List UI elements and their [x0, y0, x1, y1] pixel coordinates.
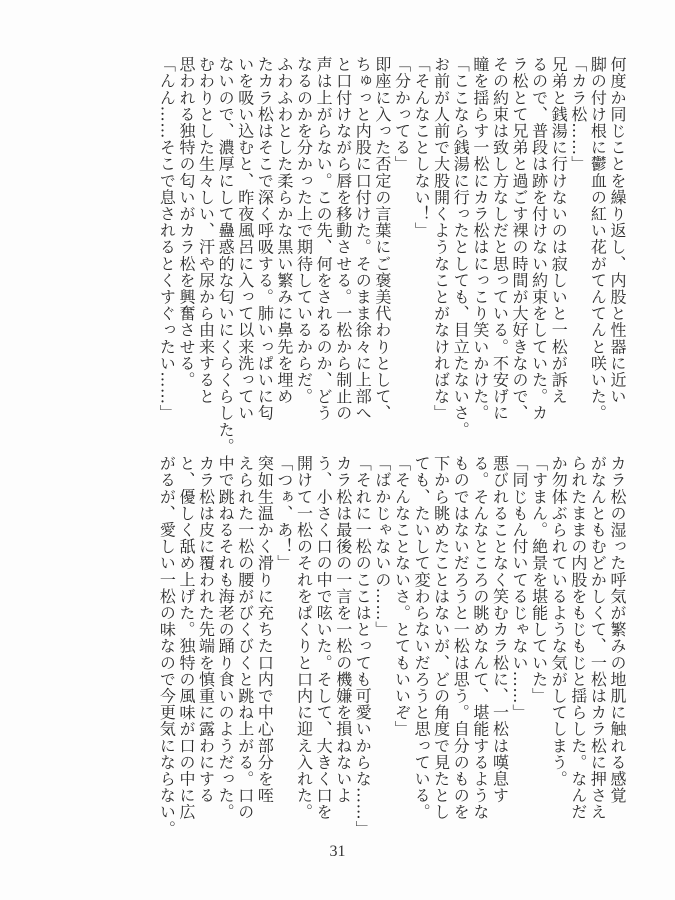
- text-line: られたままの内股をもじもじと揺らした。なんだ: [568, 455, 588, 821]
- text-line: たカラ松はそこで深く呼吸する。肺いっぱいに匂: [255, 56, 275, 422]
- text-line: 下から眺めたことはないが、どの角度で見たとし: [431, 455, 451, 821]
- top-text-block: [107, 56, 627, 455]
- text-line: お前が人前で大股開くようなことがなければな」: [431, 56, 451, 422]
- page-number: 31: [329, 843, 346, 860]
- text-line: 「すまん。絶景を堪能していた」: [529, 455, 549, 704]
- text-line: 「そんなことしない！」: [412, 56, 432, 239]
- text-line: 兄弟と銭湯に行けないのは寂しいと一松が訴え: [549, 56, 569, 405]
- text-line: ないので、濃厚にして蠱惑的な匂いにくらくらした。: [216, 56, 236, 455]
- text-line: 「そんなことないさ。とてもいいぞ」: [392, 455, 412, 738]
- text-line: 即座に入った否定の言葉にご褒美代わりとして、: [372, 56, 392, 422]
- text-line: か勿体ぶられているような気がしてしまう。: [549, 455, 569, 787]
- text-line: ふわふわとした柔らかな黒い繁みに鼻先を埋め: [274, 56, 294, 405]
- text-line: 何度か同じことを繰り返し、内股と性器に近い: [608, 56, 627, 405]
- text-line: 「ばかじゃないの……」: [372, 455, 392, 638]
- text-line: カラ松は最後の一言を一松の機嫌を損ねないよ: [333, 455, 353, 804]
- text-line: 脚の付け根に鬱血の紅い花がてんてんと咲いた。: [588, 56, 608, 422]
- text-line: その約束は致し方なしだと思っている。不安げに: [490, 56, 510, 422]
- text-line: 声は上がらない。この先、何をされるのか、どう: [314, 56, 334, 422]
- text-line: ラ松とて兄弟と過ごす裸の時間が大好きなので、: [510, 56, 530, 422]
- text-line: 「ここなら銭湯に行ったとしても、目立たないさ。: [451, 56, 471, 438]
- text-line: カラ松の湿った呼気が繁みの地肌に触れる感覚: [608, 455, 627, 804]
- text-line: 「分かってる」: [392, 56, 412, 173]
- text-line: と、優しく舐め上げた。独特の風味が口の中に広: [176, 455, 196, 821]
- text-line: いを吸い込むと、昨夜風呂に入って以来洗ってい: [235, 56, 255, 422]
- text-line: なるのかを分かった上で期待しているからだ。: [294, 56, 314, 405]
- text-line: ものではないだろうと一松は思う。自分のものを: [451, 455, 471, 821]
- text-line: 思われる独特の匂いがカラ松を興奮させる。: [176, 56, 196, 388]
- text-line: 瞳を揺らす一松にカラ松はにっこり笑いかけた。: [470, 56, 490, 422]
- bottom-text-block: [107, 455, 627, 837]
- text-line: と口付けながら唇を移動させる。一松から制止の: [333, 56, 353, 422]
- text-line: る。そんなところの眺めなんて、堪能するような: [470, 455, 490, 821]
- text-line: 悪びれることなく笑むカラ松に、一松は嘆息す: [490, 455, 510, 804]
- text-line: がなんともむどかしくて、一松はカラ松に押さえ: [588, 455, 608, 821]
- text-line: 「つぁ、あ！」: [274, 455, 294, 572]
- text-line: がるが、愛しい一松の味なので今更気にならない。: [157, 455, 177, 837]
- text-line: るので、普段は跡を付けない約束をしていた。カ: [529, 56, 549, 422]
- text-line: 「それに一松のここはとっても可愛いからな……」: [353, 455, 373, 837]
- text-line: 開けて一松のそれをぱくりと口内に迎え入れた。: [294, 455, 314, 821]
- text-line: えられた一松の腰がびくびくと跳ね上がる。口の: [235, 455, 255, 821]
- text-line: 「んん……そこで息されるとくすぐったい……」: [157, 56, 177, 422]
- text-line: う、小さく口の中で呟いた。そして、大きく口を: [314, 455, 334, 821]
- text-line: 「同じもん付いてるじゃない……」: [510, 455, 530, 721]
- text-line: カラ松は皮に覆われた先端を慎重に露わにする: [196, 455, 216, 804]
- text-line: ても、たいして変わらないだろうと思っている。: [412, 455, 432, 821]
- text-line: 「カラ松……」: [568, 56, 588, 173]
- text-line: 中で跳ねるそれも海老の踊り食いのようだった。: [216, 455, 236, 821]
- text-line: 突如生温かく滑りに充ちた口内で中心部分を咥: [255, 455, 275, 804]
- text-line: むわりとした生々しい、汗や尿から由来すると: [196, 56, 216, 405]
- text-line: ちゅっと内股に口付けた。そのまま徐々に上部へ: [353, 56, 373, 422]
